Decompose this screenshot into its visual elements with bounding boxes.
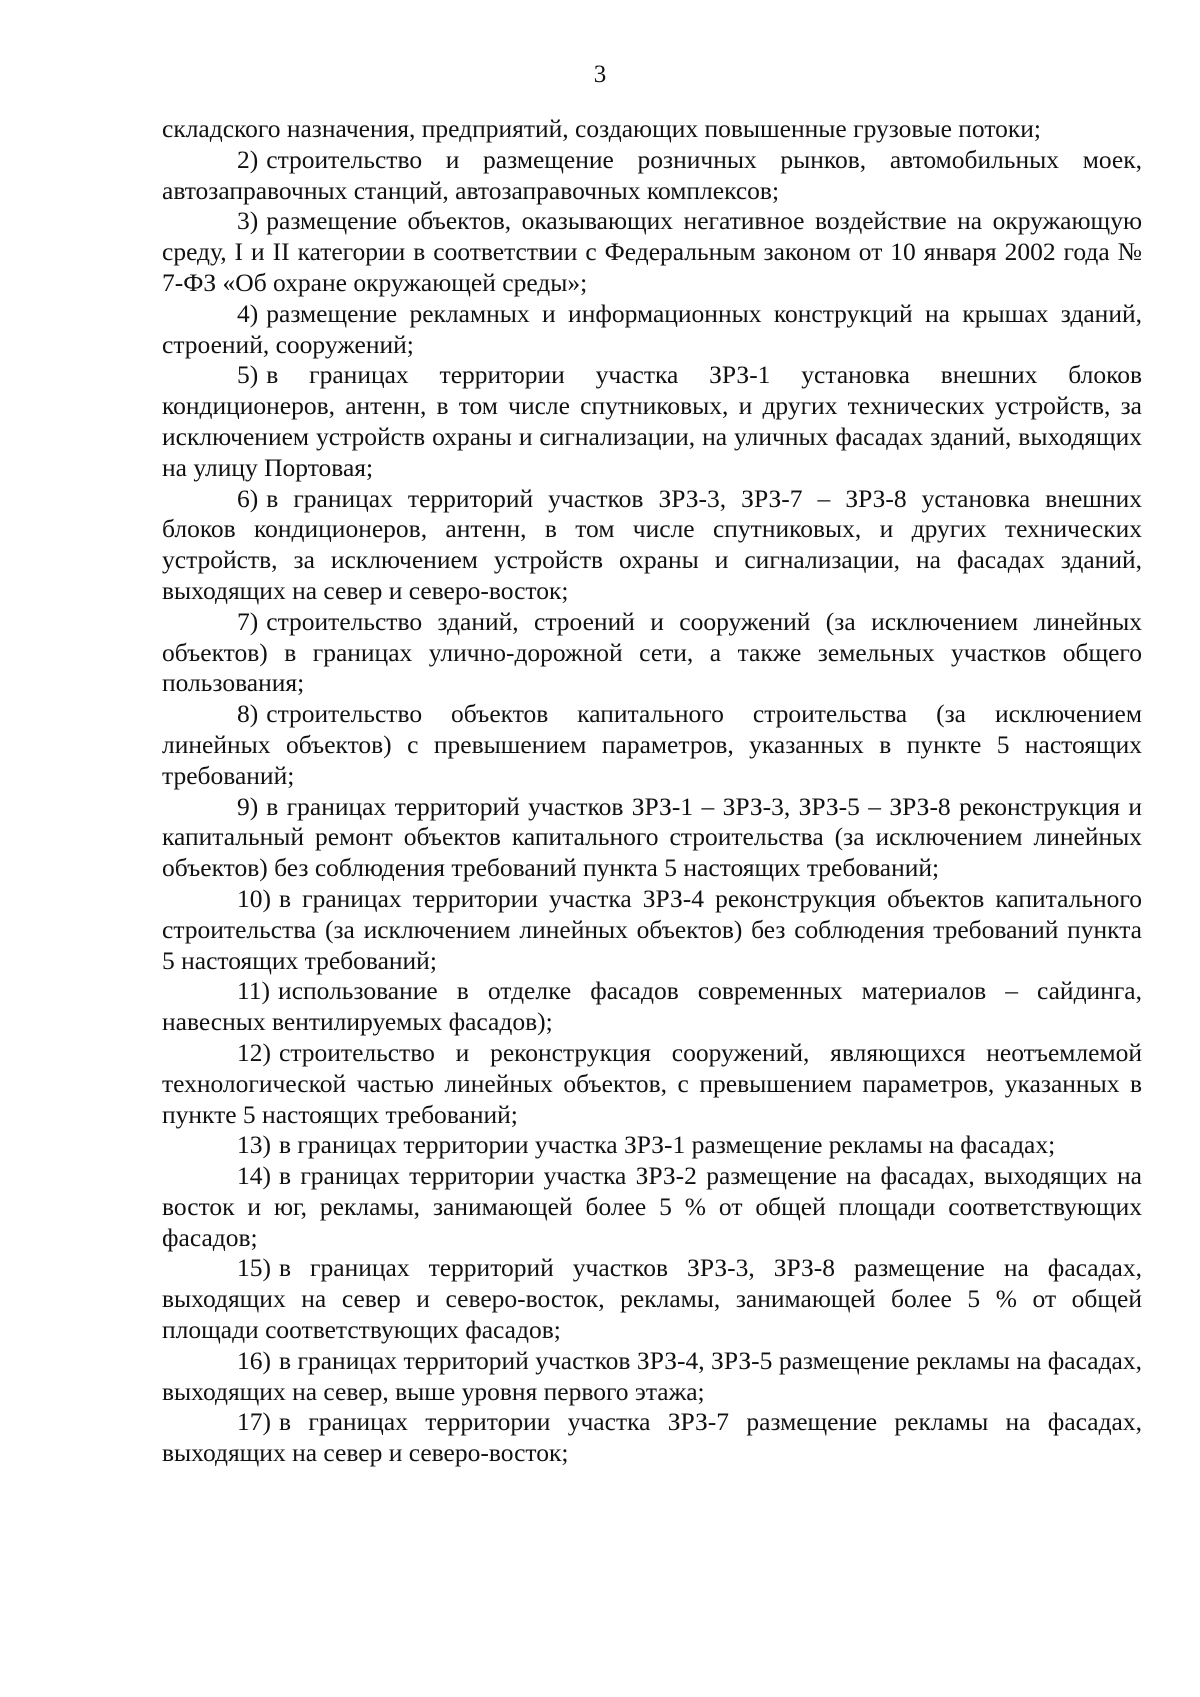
item-text: строительство и реконструкция сооружений, являющихся неотъемлемой технологической частью линейных объектов, с превышением параметров, указанных в пункте 5 настоящих требований; (162, 1037, 1142, 1129)
document-body (162, 114, 1142, 1469)
item-number: 16) (237, 1345, 271, 1375)
item-number: 2) (237, 144, 259, 174)
item-text: размещение рекламных и информационных конструкций на крышах зданий, строений, сооружений; (162, 298, 1142, 359)
item-text: в границах территорий участков ЗРЗ-4, ЗРЗ-5 размещение рекламы на фасадах, выходящих на север, выше уровня первого этажа; (162, 1345, 1142, 1406)
item-number: 9) (237, 791, 259, 821)
item-text: в границах территорий участков ЗРЗ-3, ЗРЗ-7 – ЗРЗ-8 установка внешних блоков кондиционеров, антенн, в том числе спутниковых, и других технических устройств, за исключением устройств охраны и сигнализации, на фасадах зданий, выходящих на север и северо-восток; (162, 483, 1142, 605)
list-item (162, 360, 1142, 483)
list-item (162, 884, 1142, 976)
list-item (162, 1038, 1142, 1130)
item-text: строительство зданий, строений и сооружений (за исключением линейных объектов) в границах улично-дорожной сети, а также земельных участков общего пользования; (162, 606, 1142, 698)
list-item (162, 299, 1142, 361)
item-text: в границах территории участка ЗРЗ-1 размещение рекламы на фасадах; (279, 1130, 1056, 1160)
item-number: 10) (237, 883, 271, 913)
continuation-paragraph: складского назначения, предприятий, создающих повышенные грузовые потоки; (162, 114, 1042, 143)
item-number: 17) (237, 1407, 271, 1437)
list-item (162, 699, 1142, 791)
item-text: строительство объектов капитального строительства (за исключением линейных объектов) с превышением параметров, указанных в пункте 5 настоящих требований; (162, 699, 1142, 790)
list-item (162, 145, 1142, 207)
list-item (162, 1130, 1142, 1161)
page-number: 3 (593, 61, 607, 88)
item-number: 6) (237, 483, 259, 513)
list-item (162, 484, 1142, 607)
list-item (162, 206, 1142, 298)
list-item (162, 1161, 1142, 1253)
item-text: строительство и размещение розничных рынков, автомобильных моек, автозаправочных станций, автозаправочных комплексов; (162, 144, 1142, 205)
item-number: 11) (237, 976, 271, 1006)
item-number: 5) (237, 360, 259, 390)
item-number: 14) (237, 1161, 271, 1191)
item-number: 15) (237, 1253, 271, 1283)
item-text: в границах территорий участков ЗРЗ-1 – ЗРЗ-3, ЗРЗ-5 – ЗРЗ-8 реконструкция и капитальный ремонт объектов капитального строительства (за исключением линейных объектов) без соблюдения требований пункта 5 настоящих требований; (162, 791, 1142, 883)
item-number: 7) (237, 606, 259, 636)
list-item (162, 1407, 1142, 1469)
list-item (162, 1346, 1142, 1408)
list-item (162, 1253, 1142, 1345)
item-text: в границах территорий участков ЗРЗ-3, ЗРЗ-8 размещение на фасадах, выходящих на север и северо-восток, рекламы, занимающей более 5 % от общей площади соответствующих фасадов; (162, 1253, 1142, 1345)
list-item (162, 976, 1142, 1038)
item-text: в границах территории участка ЗРЗ-2 размещение на фасадах, выходящих на восток и юг, рекламы, занимающей более 5 % от общей площади соответствующих фасадов; (162, 1161, 1142, 1252)
item-text: использование в отделке фасадов современных материалов – сайдинга, навесных вентилируемых фасадов); (162, 976, 1142, 1037)
item-number: 12) (237, 1037, 271, 1067)
item-text: в границах территории участка ЗРЗ-1 установка внешних блоков кондиционеров, антенн, в том числе спутниковых, и других технических устройств, за исключением устройств охраны и сигнализации, на уличных фасадах зданий, выходящих на улицу Портовая; (162, 360, 1142, 482)
item-number: 8) (237, 699, 259, 729)
item-text: размещение объектов, оказывающих негативное воздействие на окружающую среду, I и II категории в соответствии с Федеральным законом от 10 января 2002 года № 7-ФЗ «Об охране окружающей среды»; (162, 206, 1142, 297)
list-item (162, 607, 1142, 699)
item-text: в границах территории участка ЗРЗ-7 размещение рекламы на фасадах, выходящих на север и северо-восток; (162, 1407, 1142, 1468)
item-text: в границах территории участка ЗРЗ-4 реконструкция объектов капитального строительства (за исключением линейных объектов) без соблюдения требований пункта 5 настоящих требований; (162, 883, 1142, 975)
item-number: 13) (237, 1130, 271, 1160)
list-item (162, 792, 1142, 884)
item-number: 4) (237, 298, 259, 328)
item-number: 3) (237, 206, 259, 236)
